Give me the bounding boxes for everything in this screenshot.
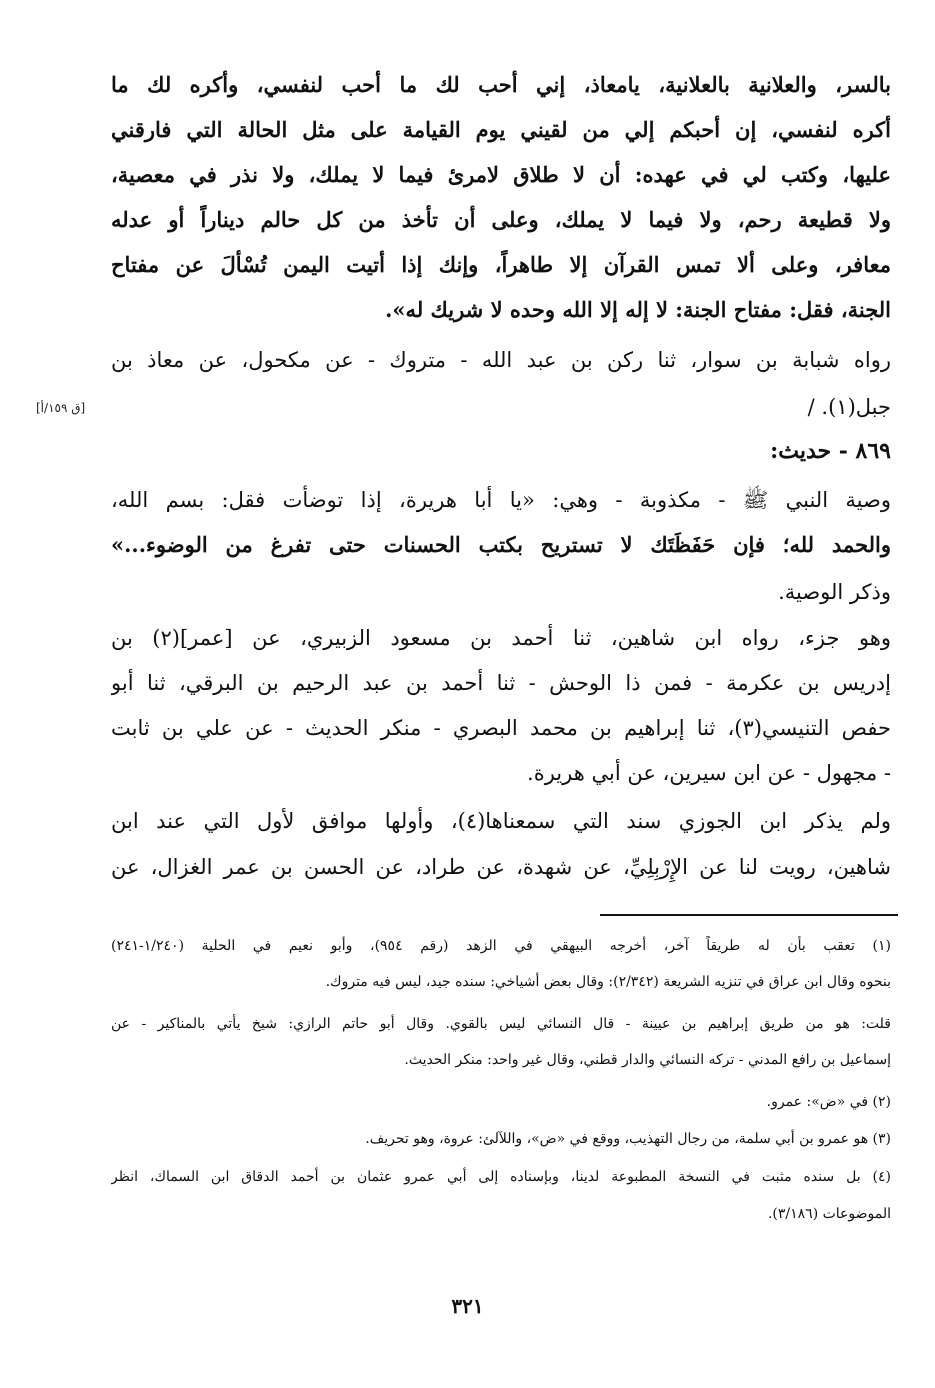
text-line: إدريس بن عكرمة - فمن ذا الوحش - ثنا أحمد بن عبد الرحيم بن البرقي، ثنا أبو — [111, 671, 891, 695]
text-line: ولم يذكر ابن الجوزي سند التي سمعناها(٤)، وأولها موافق لأول التي عند ابن — [111, 809, 891, 833]
text-line: حفص التنيسي(٣)، ثنا إبراهيم بن محمد البصري - منكر الحديث - عن علي بن ثابت — [111, 716, 891, 740]
footnote-divider — [600, 914, 898, 916]
text-line: عليها، وكتب لي في عهده: أن لا طلاق لامرئ فيما لا يملك، ولا نذر في معصية، — [111, 162, 891, 187]
footnote-line: الموضوعات (٣/١٨٦). — [767, 1206, 891, 1222]
text-line: بالسر، والعلانية بالعلانية، يامعاذ، إني أحب لك ما أحب لنفسي، وأكره لك ما — [111, 72, 891, 97]
text-line: وصية النبي ﷺ - مكذوبة - وهي: «يا أبا هريرة، إذا توضأت فقل: بسم الله، — [111, 488, 891, 512]
text-line: - مجهول - عن ابن سيرين، عن أبي هريرة. — [527, 761, 891, 785]
footnote-line: (٣) هو عمرو بن أبي سلمة، من رجال التهذيب، ووقع في «ض»، واللآلئ: عروة، وهو تحريف. — [365, 1131, 891, 1147]
text-line: الجنة، فقل: مفتاح الجنة: لا إله إلا الله وحده لا شريك له». — [385, 297, 891, 322]
text-line: جبل(١). / — [807, 395, 891, 419]
footnote-line: (٢) في «ض»: عمرو. — [766, 1094, 891, 1110]
text-line: شاهين، رويت لنا عن الإِرْبِلِيِّ، عن شهدة، عن طراد، عن الحسن بن عمر الغزال، عن — [111, 855, 891, 879]
text-line: رواه شبابة بن سوار، ثنا ركن بن عبد الله - متروك - عن مكحول، عن معاذ بن — [111, 348, 891, 372]
footnote-line: بنحوه وقال ابن عراق في تنزيه الشريعة (٢/٣٤٢): وقال بعض أشياخي: سنده جيد، ليس فيه متروك. — [325, 974, 891, 990]
text-line: والحمد لله؛ فإن حَفَظَتَك لا تستريح بكتب الحسنات حتى تفرغ من الوضوء...» — [111, 532, 891, 557]
text-line: أكره لنفسي، إن أحبكم إلي من لقيني يوم القيامة على مثل الحالة التي فارقني — [111, 117, 891, 142]
manuscript-folio-note: [ق ١٥٩/أ] — [36, 401, 86, 415]
text-line: وذكر الوصية. — [778, 580, 891, 604]
footnote-line: (٤) بل سنده مثبت في النسخة المطبوعة لدينا، وبإسناده إلى أبي عمرو عثمان بن أحمد الدقاق ابن السماك، انظر — [111, 1169, 891, 1185]
text-line: ولا قطيعة رحم، ولا فيما لا يملك، وعلى أن تأخذ من كل حالم ديناراً أو عدله — [111, 207, 891, 232]
footnote-line: قلت: هو من طريق إبراهيم بن عيينة - قال النسائي ليس بالقوي. وقال أبو حاتم الرازي: شيخ يأتي بالمناكير - عن — [111, 1016, 891, 1032]
text-line: معافر، وعلى ألا تمس القرآن إلا طاهراً، وإنك إذا أتيت اليمن تُسْأَلَ عن مفتاح — [111, 252, 891, 277]
text-line: وهو جزء، رواه ابن شاهين، ثنا أحمد بن مسعود الزبيري، عن [عمر](٢) بن — [111, 626, 891, 650]
hadith-heading: ٨٦٩ - حديث: — [770, 438, 891, 464]
footnote-line: (١) تعقب بأن له طريقاً آخر، أخرجه البيهقي في الزهد (رقم ٩٥٤)، وأبو نعيم في الحلية (١/٢٤٠-٢٤١) — [111, 938, 891, 954]
footnote-line: إسماعيل بن رافع المدني - تركه النسائي والدار قطني، وقال غير واحد: منكر الحديث. — [404, 1052, 891, 1068]
page-number: ٣٢١ — [451, 1294, 484, 1318]
